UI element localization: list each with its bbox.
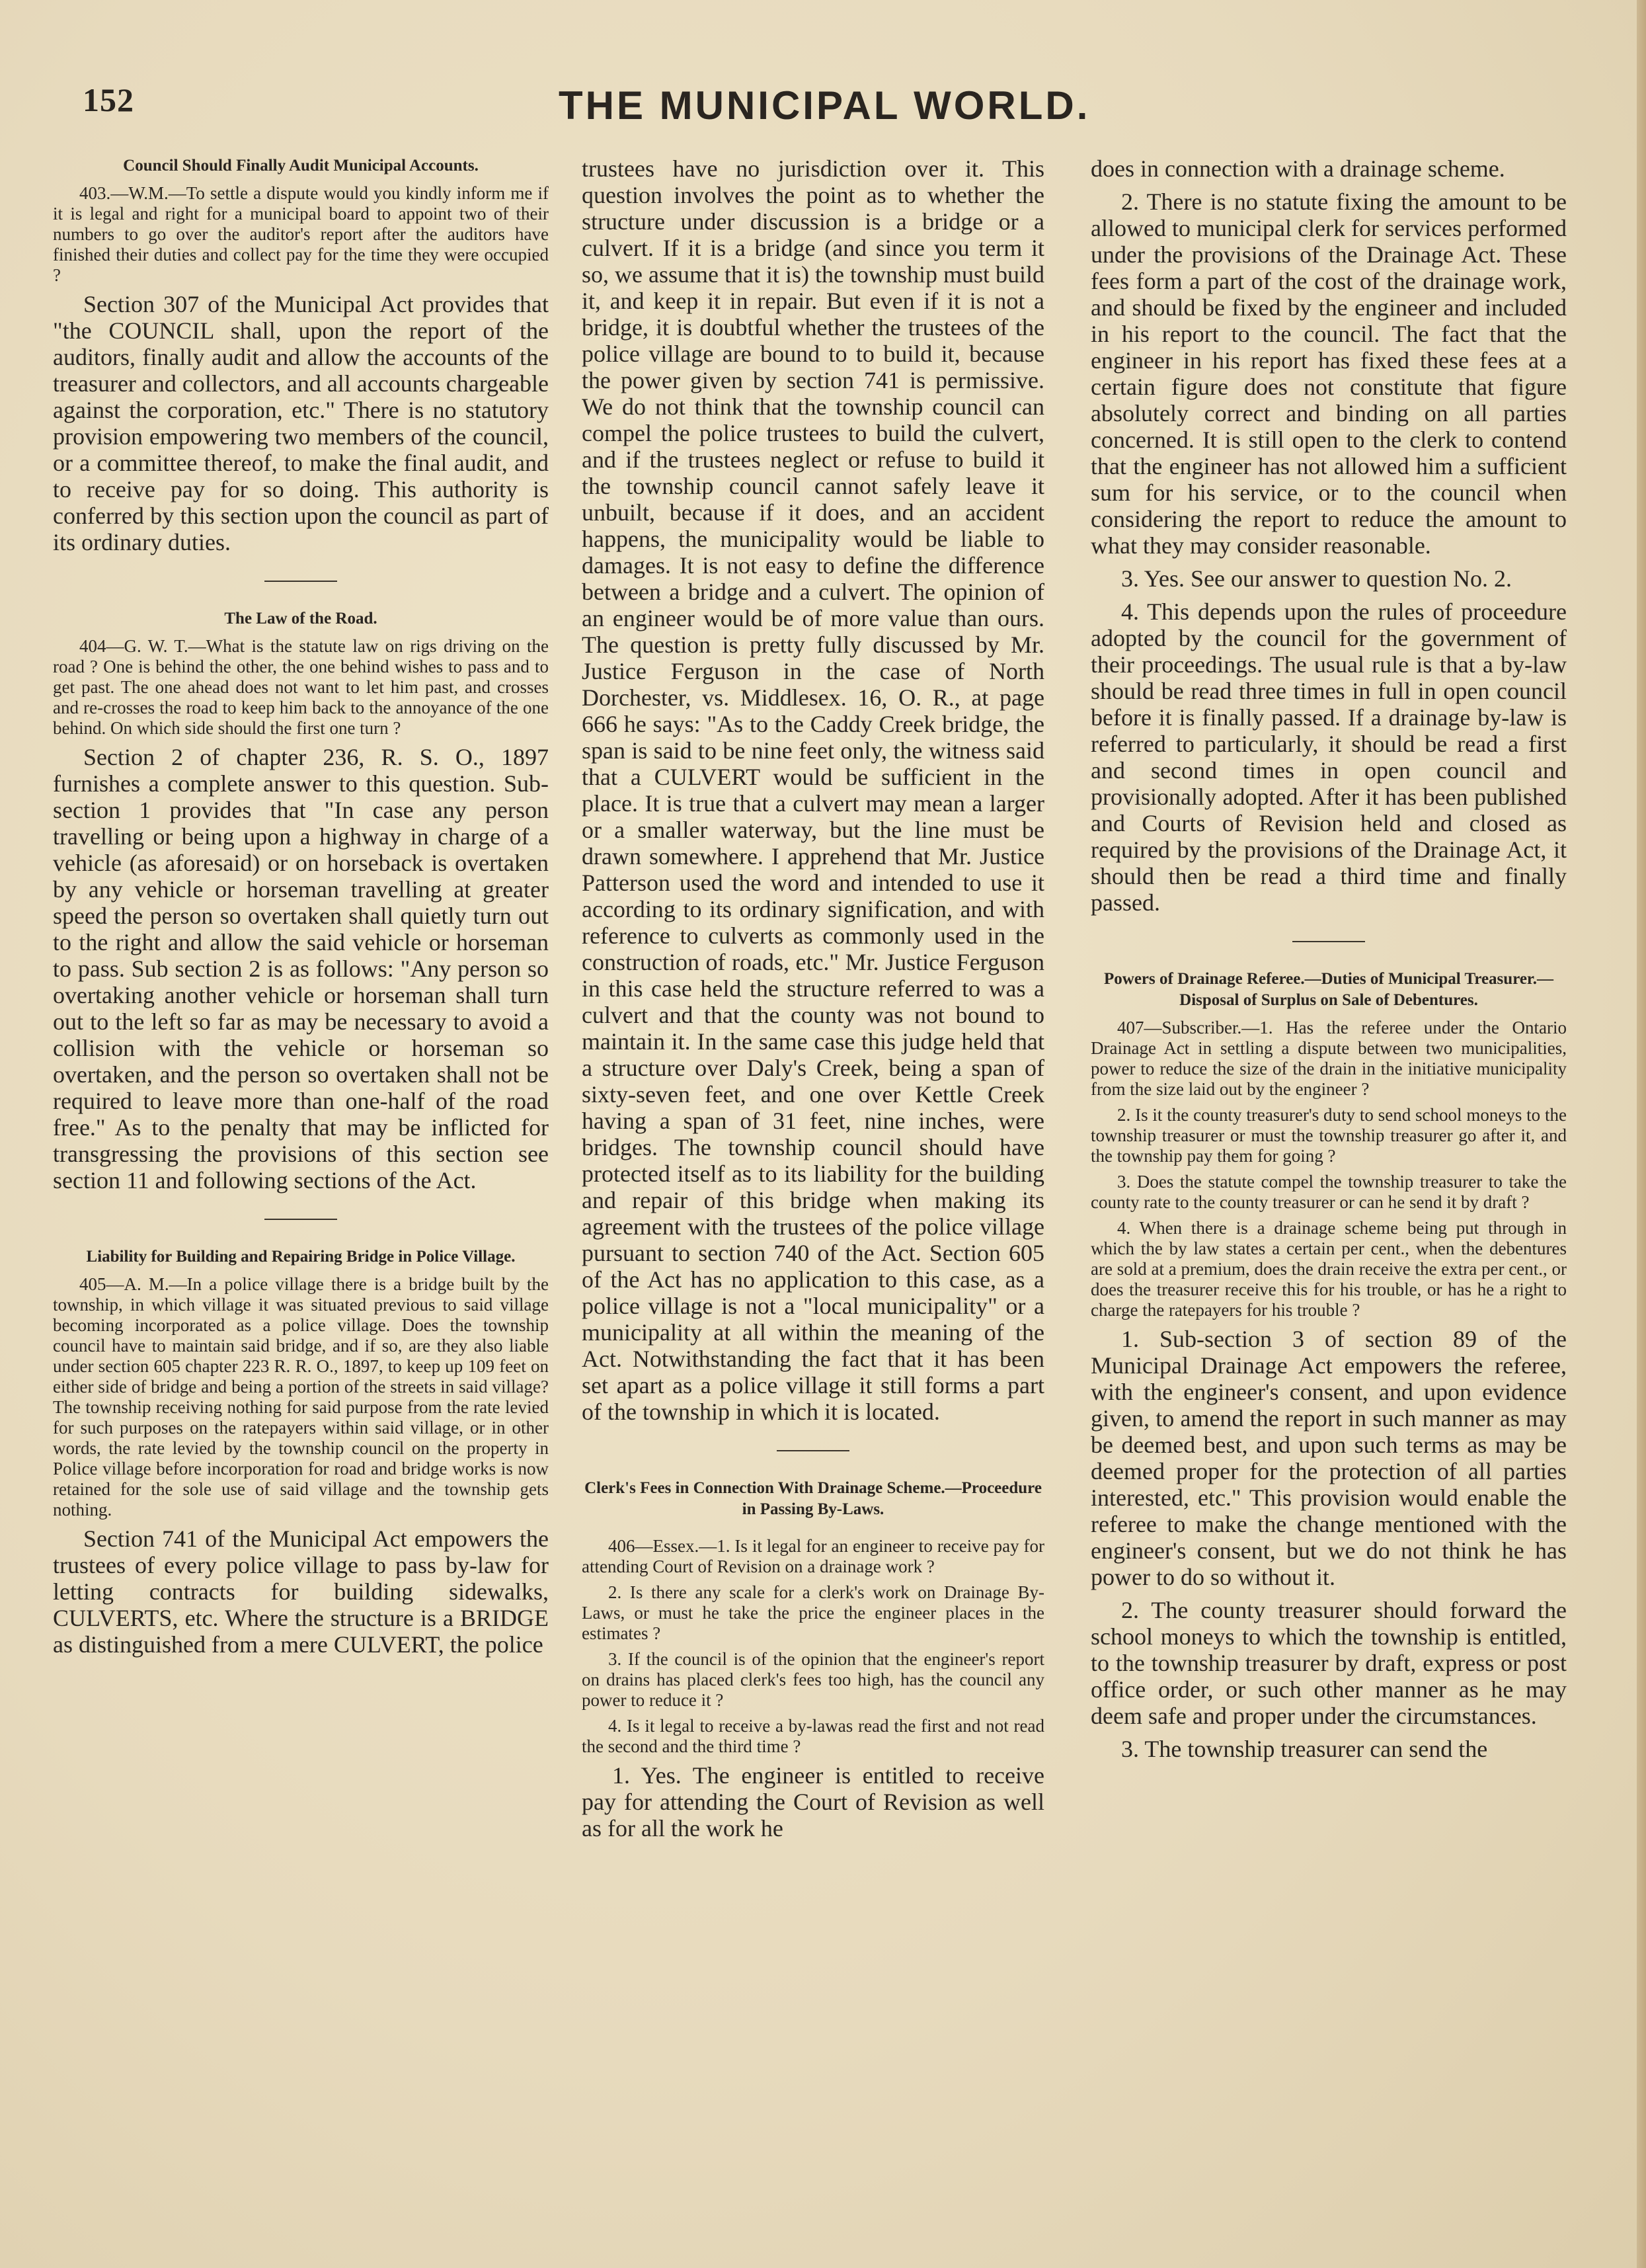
divider	[264, 1219, 337, 1220]
masthead-title: THE MUNICIPAL WORLD.	[559, 83, 1091, 128]
divider	[264, 581, 337, 582]
question-406-part3: 3. If the council is of the opinion that the engineer's report on drains has placed clerk's fees too high, has the council any power to reduce it ?	[582, 1649, 1044, 1710]
answer-406-part3: 3. Yes. See our answer to question No. 2.	[1121, 565, 1512, 592]
page-number: 152	[83, 81, 134, 118]
question-407-part4: 4. When there is a drainage scheme being put through in which the by law states a certain per cent., when the debentures are sold at a premium, does the drain receive the extra per cent., or does the treasurer receive this for his trouble, or has he a right to charge the ratepayers for his trouble ?	[1091, 1218, 1567, 1320]
divider	[1292, 941, 1365, 942]
answer-404: Section 2 of chapter 236, R. S. O., 1897 furnishes a complete answer to this question. Sub-section 1 provides that "In case any person travelling or being upon a highway in charge of a vehicle (as aforesaid) or on horseback is overtaken by any vehicle or horseman travelling at greater speed the person so overtaken shall quietly turn out to the right and allow the said vehicle or horseman to pass. Sub section 2 is as follows: "Any person so overtaking another vehicle or horseman shall turn out to the left so far as may be necessary to avoid a collision with the vehicle or horseman so overtaken, and the person so overtaken shall not be required to leave more than one-half of the road free." As to the penalty that may be inflicted for transgressing the provisions of this section see section 11 and following sections of the Act.	[53, 744, 549, 1194]
question-406-part1: 406—Essex.—1. Is it legal for an engineer to receive pay for attending Court of Revision on a drainage work ?	[582, 1536, 1044, 1576]
divider	[777, 1450, 849, 1451]
section-heading: Liability for Building and Repairing Bridge in Police Village.	[86, 1248, 516, 1266]
answer-407-part2: 2. The county treasurer should forward the school moneys to which the township is entitled, to the township treasurer by draft, express or post office order, or such other manner as he may deem safe and proper under the circumstances.	[1091, 1597, 1567, 1729]
answer-405-continued: trustees have no jurisdiction over it. This question involves the point as to whether the structure under discussion is a bridge or a culvert. If it is a bridge (and since you term it so, we assume that it is) the township must build it, and keep it in repair. But even if it is not a bridge, it is doubtful whether the trustees of the police village are bound to to build it, because the power given by section 741 is permissive. We do not think that the township council can compel the police trustees to build the culvert, and if the trustees neglect or refuse to build it the township council cannot safely leave it unbuilt, because if it does, and an accident happens, the municipality would be liable to damages. It is not easy to define the difference between a bridge and a culvert. The opinion of an engineer would be of more value than ours. The question is pretty fully discussed by Mr. Justice Ferguson in the case of North Dorchester, vs. Middlesex. 16, O. R., at page 666 he says: "As to the Caddy Creek bridge, the span is said to be nine feet only, the witness said that a CULVERT would be sufficient in the place. It is true that a culvert may mean a larger or a smaller waterway, but the line must be drawn somewhere. I apprehend that Mr. Justice Patterson used the word and intended to use it according to its ordinary signification, and with reference to culverts as commonly used in the construction of roads, etc." Mr. Justice Ferguson in this case held the structure referred to was a culvert and that the county was not bound to maintain it. In the same case this judge held that a structure over Daly's Creek, being a span of sixty-seven feet, and one over Kettle Creek having a span of 31 feet, nine inches, were bridges. The township council should have protected itself as to its liability for the building and repair of this bridge when making its agreement with the trustees of the police village pursuant to section 740 of the Act. Section 605 of the Act has no application to this case, as a police village is not a "local municipality" or a municipality at all within the meaning of the Act. Notwithstanding the fact that it has been set apart as a police village it still forms a part of the township in which it is located.	[582, 155, 1044, 1425]
answer-407-part1: 1. Sub-section 3 of section 89 of the Municipal Drainage Act empowers the referee, with the engineer's consent, and upon evidence given, to amend the report in such manner as may be deemed best, and upon such terms as may be deemed proper for the protection of all parties interested, etc." This provision would enable the referee to make the change mentioned with the engineer's consent, but we do not think he has power to do so without it.	[1091, 1326, 1567, 1590]
answer-403: Section 307 of the Municipal Act provides that "the COUNCIL shall, upon the report of the auditors, finally audit and allow the accounts of the treasurer and collectors, and all accounts chargeable against the corporation, etc." There is no statutory provision empowering two members of the council, or a committee thereof, to make the final audit, and to receive pay for so doing. This authority is conferred by this section upon the council as part of its ordinary duties.	[53, 291, 549, 555]
question-403: 403.—W.M.—To settle a dispute would you kindly inform me if it is legal and right for a municipal board to appoint two of their numbers to go over the auditor's report after the auditors have finished their duties and collect pay for the time they were occupied ?	[53, 183, 549, 285]
question-405: 405—A. M.—In a police village there is a bridge built by the township, in which village it was situated previous to said village becoming incorporated as a police village. Does the township council have to maintain said bridge, and if so, are they also liable under section 605 chapter 223 R. R. O., 1897, to keep up 109 feet on either side of bridge and being a portion of the streets in said village? The township receiving nothing for said purpose from the rate levied for such purposes on the ratepayers within said village, or in other words, the rate levied by the township council on the property in Police village before incorporation for road and bridge works is now retained for the sole use of said village and the township gets nothing.	[53, 1274, 549, 1519]
section-heading: Powers of Drainage Referee.—Duties of Municipal Treasurer.—Disposal of Surplus on Sale of Debentures.	[1104, 970, 1553, 1009]
section-heading: Council Should Finally Audit Municipal Accounts.	[123, 157, 479, 175]
question-404: 404—G. W. T.—What is the statute law on rigs driving on the road ? One is behind the other, the one behind wishes to pass and to get past. The one ahead does not want to let him past, and crosses and re-crosses the road to keep him back to the annoyance of the one behind. On which side should the first one turn ?	[53, 636, 549, 738]
answer-406-part4: 4. This depends upon the rules of proceedure adopted by the council for the government of their proceedings. The usual rule is that a by-law should be read three times in full in open council before it is finally passed. If a drainage by-law is referred to particularly, it should be read a first and second times in open council and provisionally adopted. After it has been published and Courts of Revision held and closed as required by the provisions of the Drainage Act, it should then be read a third time and finally passed.	[1091, 598, 1567, 916]
question-407-part2: 2. Is it the county treasurer's duty to send school moneys to the township treasurer or must the township treasurer go after it, and the township pay them for going ?	[1091, 1105, 1567, 1166]
answer-406-part1: 1. Yes. The engineer is entitled to receive pay for attending the Court of Revision as well as for all the work he	[582, 1762, 1044, 1842]
section-heading: Clerk's Fees in Connection With Drainage Scheme.—Proceedure in Passing By-Laws.	[584, 1479, 1042, 1518]
question-406-part2: 2. Is there any scale for a clerk's work on Drainage By-Laws, or must he take the price the engineer places in the estimates ?	[582, 1582, 1044, 1643]
answer-406-part1-continued: does in connection with a drainage scheme.	[1091, 155, 1505, 182]
question-407-part1: 407—Subscriber.—1. Has the referee under the Ontario Drainage Act in settling a dispute between two municipalities, power to reduce the size of the drain in the initiative municipality from the size laid out by the engineer ?	[1091, 1018, 1567, 1099]
section-heading: The Law of the Road.	[224, 610, 377, 628]
answer-405: Section 741 of the Municipal Act empowers the trustees of every police village to pass by-law for letting contracts for building sidewalks, CULVERTS, etc. Where the structure is a BRIDGE as distinguished from a mere CULVERT, the police	[53, 1525, 549, 1658]
column-2	[582, 155, 1044, 1848]
column-3	[1091, 155, 1567, 1769]
question-407-part3: 3. Does the statute compel the township treasurer to take the county rate to the county treasurer or can he send it by draft ?	[1091, 1172, 1567, 1212]
page-edge	[1637, 0, 1646, 2268]
column-1	[53, 155, 549, 1664]
answer-406-part2: 2. There is no statute fixing the amount to be allowed to municipal clerk for services performed under the provisions of the Drainage Act. These fees form a part of the cost of the drainage work, and should be fixed by the engineer and included in his report to the council. The fact that the engineer in his report has fixed these fees at a certain figure does not constitute that figure absolutely correct and binding on all parties concerned. It is still open to the clerk to contend that the engineer has not allowed him a sufficient sum for his service, or to the council when considering the report to reduce the amount to what they may consider reasonable.	[1091, 188, 1567, 559]
answer-407-part3: 3. The township treasurer can send the	[1121, 1736, 1488, 1762]
question-406-part4: 4. Is it legal to receive a by-lawas read the first and not read the second and the third time ?	[582, 1716, 1044, 1756]
